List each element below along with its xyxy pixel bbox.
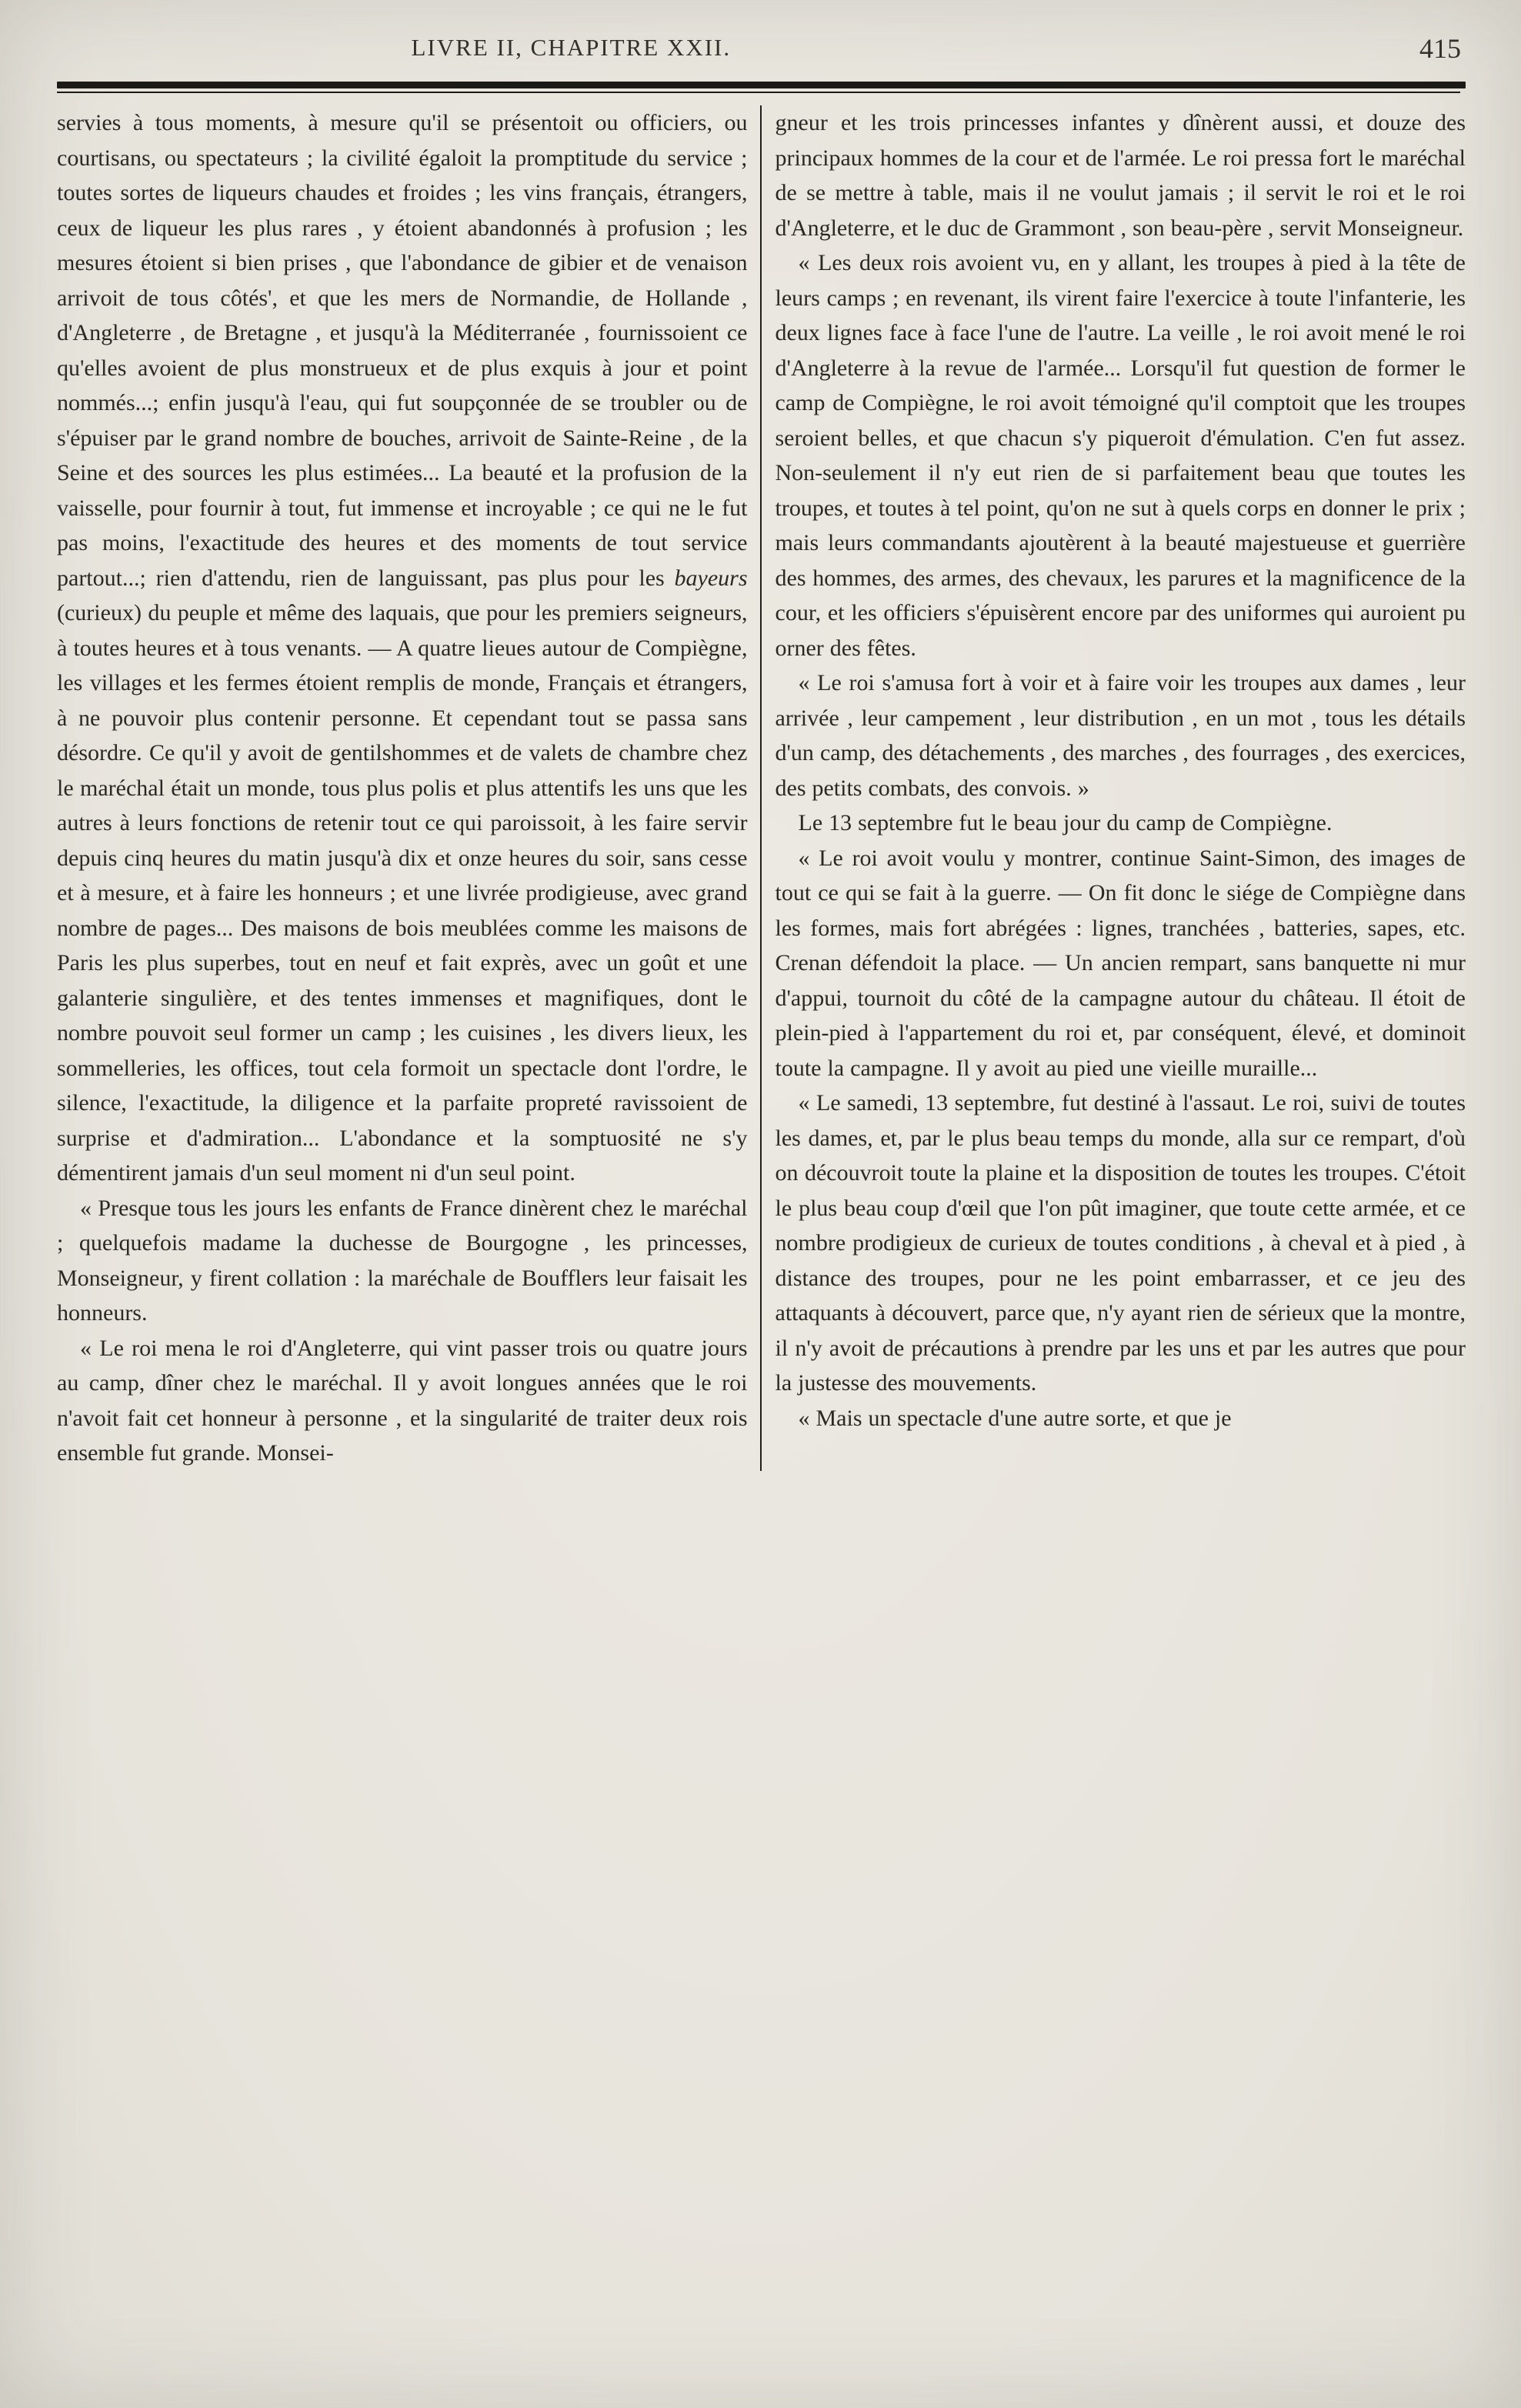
italic-word: bayeurs	[674, 565, 748, 591]
header-rule-thin	[57, 92, 1460, 93]
paragraph: « Le roi avoit voulu y montrer, continue Saint-Simon, des images de tout ce qui se fait à la guerre. — On fit donc le siége de Compiègne dans les formes, mais fort abrégées : lignes, tranchées , batteries, sapes, etc. Crenan défendoit la place. — Un ancien rempart, sans banquette ni mur d'appui, tournoit du côté de la campagne autour du château. Il étoit de plein-pied à l'appartement du roi et, par conséquent, élevé, et dominoit toute la campagne. Il y avoit au pied une vieille muraille...	[775, 845, 1466, 1081]
left-column	[57, 105, 760, 1471]
paragraph-text: servies à tous moments, à mesure qu'il se présentoit ou officiers, ou courtisans, ou spectateurs ; la civilité égaloit la promptitude du service ; toutes sortes de liqueurs chaudes et froides ; les vins français, étrangers, ceux de liqueur les plus rares , y étoient abandonnés à profusion ; les mesures étoient si bien prises , que l'abondance de gibier et de venaison arrivoit de tous côtés', et que les mers de Normandie, de Hollande , d'Angleterre , de Bretagne , et jusqu'à la Méditerranée , fournissoient ce qu'elles avoient de plus monstrueux et de plus exquis à jour et point nommés...; enfin jusqu'à l'eau, qui fut soupçonnée de se troubler ou de s'épuiser par le grand nombre de bouches, arrivoit de Sainte-Reine , de la Seine et des sources les plus estimées... La beauté et la profusion de la vaisselle, pour fournir à tout, fut immense et incroyable ; ce qui ne le fut pas moins, l'exactitude des heures et des moments de tout service partout...; rien d'attendu, rien de languissant, pas plus pour les	[57, 110, 748, 591]
header-rule-thick	[57, 82, 1466, 88]
paragraph: « Le samedi, 13 septembre, fut destiné à l'assaut. Le roi, suivi de toutes les dames, et, par le plus beau temps du monde, alla sur ce rempart, d'où on découvroit toute la plaine et la disposition de toutes les troupes. C'étoit le plus beau coup d'œil que l'on pût imaginer, que toute cette armée, et ce nombre prodigieux de curieux de toutes conditions , à cheval et à pied , à distance des troupes, pour ne les point embarrasser, et ce jeu des attaquants à découvert, parce que, n'y ayant rien de sérieux que la montre, il n'y avoit de précautions à prendre par les uns et par les autres que pour la justesse des mouvements.	[775, 1090, 1466, 1396]
paragraph-continuation: gneur et les trois princesses infantes y dînèrent aussi, et douze des principaux hommes de la cour et de l'armée. Le roi pressa fort le maréchal de se mettre à table, mais il ne voulut jamais ; il servit le roi et le roi d'Angleterre, et le duc de Grammont , son beau-père , servit Monseigneur.	[775, 110, 1466, 241]
text-columns	[57, 105, 1466, 1471]
paragraph: « Presque tous les jours les enfants de France dinèrent chez le maréchal ; quelquefois madame la duchesse de Bourgogne , les princesses, Monseigneur, y firent collation : la maréchale de Boufflers leur faisait les honneurs.	[57, 1195, 748, 1326]
page-number: 415	[1419, 33, 1461, 64]
running-title: LIVRE II, CHAPITRE XXII.	[411, 34, 732, 61]
paragraph-continuation	[57, 105, 748, 1191]
paragraph: « Le roi mena le roi d'Angleterre, qui vint passer trois ou quatre jours au camp, dîner chez le maréchal. Il y avoit longues années que le roi n'avoit fait cet honneur à personne , et la singularité de traiter deux rois ensemble fut grande. Monsei-	[57, 1335, 748, 1466]
paragraph-text: (curieux) du peuple et même des laquais, que pour les premiers seigneurs, à toutes heures et à tous venants. — A quatre lieues autour de Compiègne, les villages et les fermes étoient remplis de monde, Français et étrangers, à ne pouvoir plus contenir personne. Et cependant tout se passa sans désordre. Ce qu'il y avoit de gentilshommes et de valets de chambre chez le maréchal était un monde, tous plus polis et plus attentifs les uns que les autres à leurs fonctions de retenir tout ce qui paroissoit, à les faire servir depuis cinq heures du matin jusqu'à dix et onze heures du soir, sans cesse et à mesure, et à faire les honneurs ; et une livrée prodigieuse, avec grand nombre de pages... Des maisons de bois meublées comme les maisons de Paris les plus superbes, tout en neuf et fait exprès, avec un goût et une galanterie singulière, et des tentes immenses et magnifiques, dont le nombre pouvoit seul former un camp ; les cuisines , les divers lieux, les sommelleries, les offices, tout cela formoit un spectacle dont l'ordre, le silence, l'exactitude, la diligence et la parfaite propreté ravissoient de surprise et d'admiration... L'abondance et la somptuosité ne s'y démentirent jamais d'un seul moment ni d'un seul point.	[57, 600, 748, 1186]
header-rule	[57, 82, 1466, 93]
paragraph: « Le roi s'amusa fort à voir et à faire voir les troupes aux dames , leur arrivée , leur campement , leur distribution , en un mot , tous les détails d'un camp, des détachements , des marches , des fourrages , des exercices, des petits combats, des convois. »	[775, 670, 1466, 801]
paragraph: « Les deux rois avoient vu, en y allant, les troupes à pied à la tête de leurs camps ; en revenant, ils virent faire l'exercice à toute l'infanterie, les deux lignes face à face l'une de l'autre. La veille , le roi avoit mené le roi d'Angleterre à la revue de l'armée... Lorsqu'il fut question de former le camp de Compiègne, le roi avoit témoigné qu'il comptoit que les troupes seroient belles, et que chacun s'y piqueroit d'émulation. C'en fut assez. Non-seulement il n'y eut rien de si parfaitement beau que toutes les troupes, et toutes à tel point, qu'on ne sut à quels corps en donner le prix ; mais leurs commandants ajoutèrent à la beauté majestueuse et guerrière des hommes, des armes, des chevaux, les parures et la magnificence de la cour, et les officiers s'épuisèrent encore par des uniformes qui auroient pu orner des fêtes.	[775, 250, 1466, 661]
right-column	[762, 105, 1466, 1471]
paragraph: Le 13 septembre fut le beau jour du camp de Compiègne.	[798, 810, 1333, 835]
paragraph: « Mais un spectacle d'une autre sorte, et que je	[798, 1405, 1232, 1431]
page-header	[57, 32, 1466, 72]
